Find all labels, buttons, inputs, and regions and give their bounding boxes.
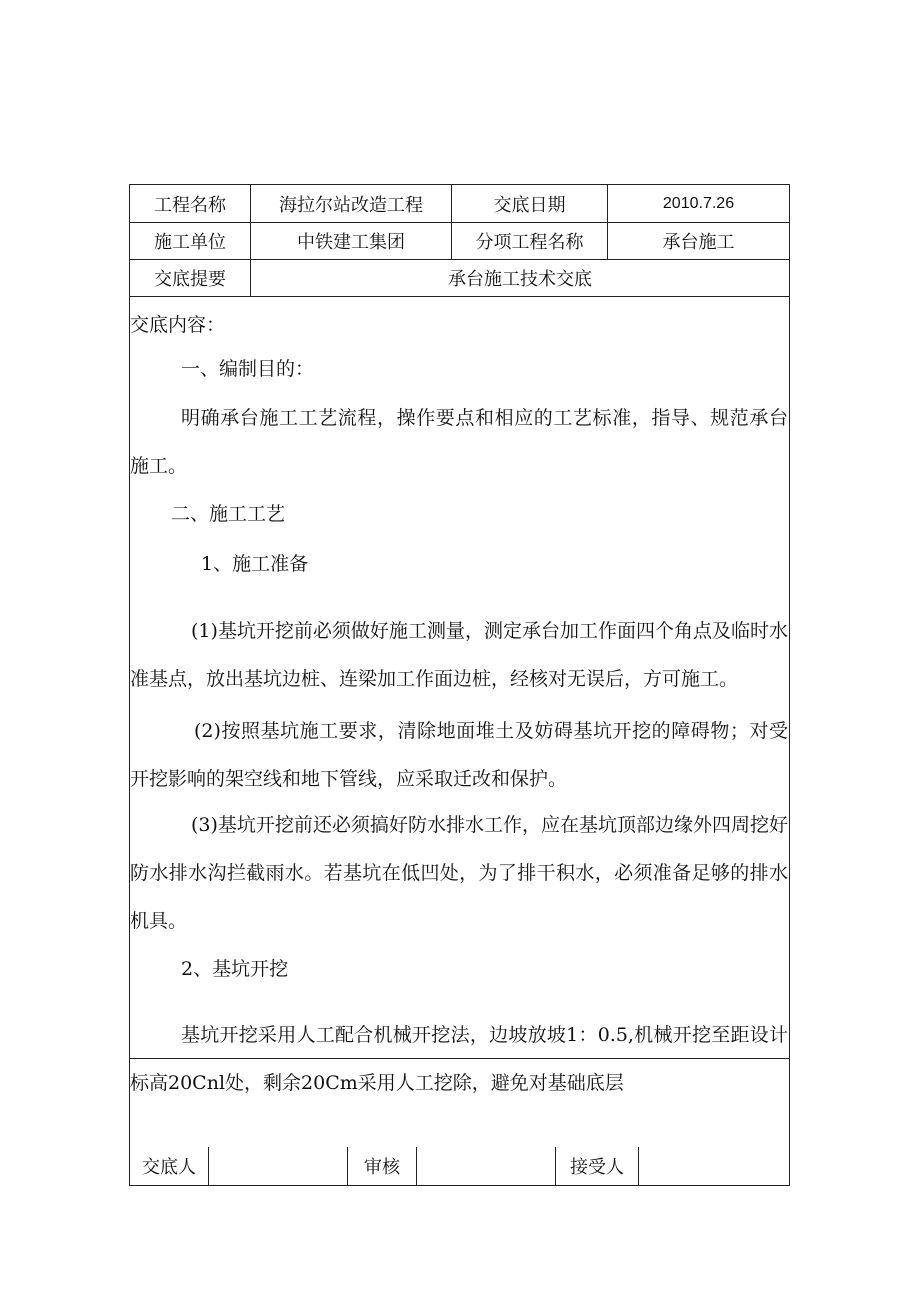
section2-title: 二、施工工艺	[171, 503, 286, 525]
header-row-2	[130, 223, 789, 260]
date-value: 2010.7.26	[662, 194, 735, 212]
receiver-label: 接受人	[556, 1147, 639, 1185]
summary-label: 交底提要	[130, 260, 251, 296]
summary-value: 承台施工技术交底	[448, 269, 592, 290]
unit-label: 施工单位	[130, 223, 251, 259]
section1-title: 一、编制目的：	[181, 358, 315, 380]
sub2-title: 2、基坑开挖	[181, 958, 289, 980]
review-label: 审核	[348, 1147, 417, 1185]
handover-person-label: 交底人	[130, 1147, 209, 1185]
sub2-body: 基坑开挖采用人工配合机械开挖法，边坡放坡1：0.5,机械开挖至距设计标高20Cnl处，剩余20Cm采用人工挖除，避免对基础底层	[130, 1024, 788, 1094]
receiver-field[interactable]	[639, 1147, 789, 1185]
subproject-label: 分项工程名称	[452, 223, 608, 259]
project-name-label: 工程名称	[130, 185, 251, 222]
handover-person-field[interactable]	[209, 1147, 348, 1185]
prep-item-1: (1)基坑开挖前必须做好施工测量，测定承台加工作面四个角点及临时水准基点，放出基坑边桩、连梁加工作面边桩，经核对无误后，方可施工。	[130, 620, 788, 690]
handover-content	[130, 297, 789, 1094]
handover-form	[129, 184, 790, 1186]
content-intro-label: 交底内容：	[130, 314, 226, 336]
project-name-value: 海拉尔站改造工程	[251, 185, 452, 222]
prep-item-2: (2)按照基坑施工要求，清除地面堆土及妨碍基坑开挖的障碍物；对受开挖影响的架空线和地下管线，应采取迁改和保护。	[130, 720, 788, 790]
review-field[interactable]	[417, 1147, 556, 1185]
header-row-1	[130, 185, 789, 223]
sub1-title: 1、施工准备	[201, 553, 309, 575]
section1-body: 明确承台施工工艺流程，操作要点和相应的工艺标准，指导、规范承台施工。	[130, 407, 788, 477]
header-row-3	[130, 260, 789, 297]
date-label: 交底日期	[452, 185, 608, 222]
prep-item-3: (3)基坑开挖前还必须搞好防水排水工作，应在基坑顶部边缘外四周挖好防水排水沟拦截雨水。若基坑在低凹处，为了排干积水，必须准备足够的排水机具。	[130, 814, 788, 932]
signature-row	[130, 1147, 789, 1185]
subproject-value: 承台施工	[662, 232, 735, 253]
unit-value: 中铁建工集团	[251, 223, 452, 259]
